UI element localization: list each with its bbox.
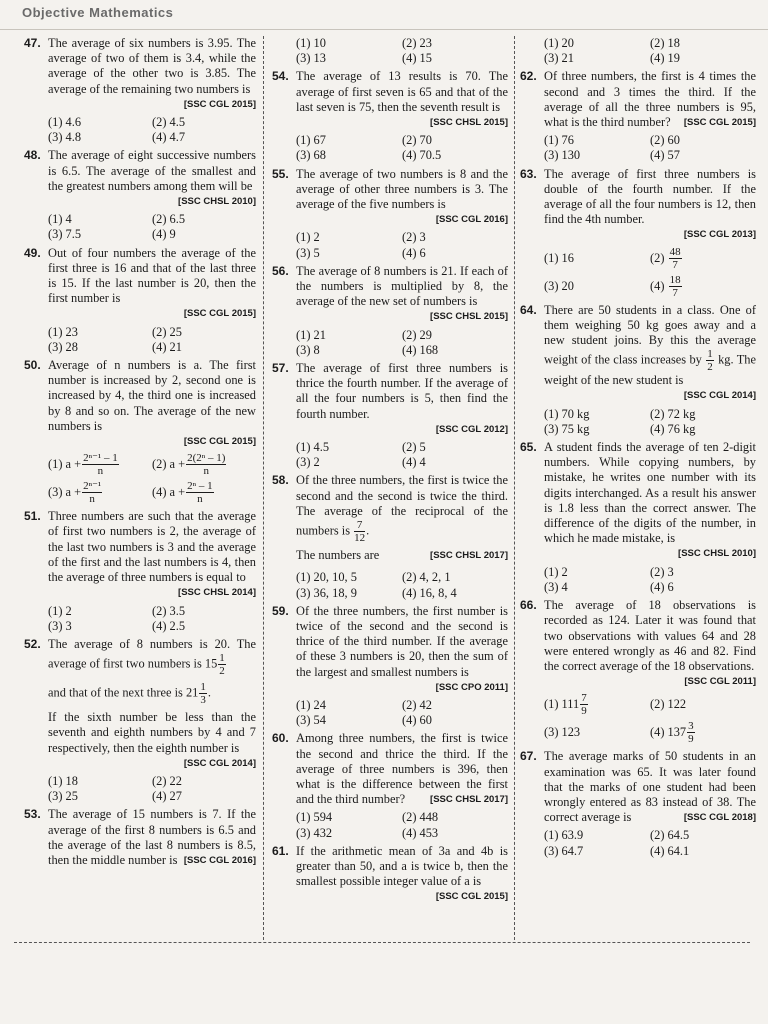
question-55: 55. The average of two numbers is 8 and the average of other three numbers is 3. The average of the five numbers is [SSC CGL 2016] <box>272 166 508 226</box>
question-62: 62. Of three numbers, the first is 4 times the second and 3 times the third. If the average of all the three numbers is 95, what is the third number? [SSC CGL 2015] <box>520 69 756 130</box>
options: (1) 63.9 (2) 64.5 (3) 64.7 (4) 64.1 <box>544 828 690 858</box>
options: (1) 70 kg (2) 72 kg (3) 75 kg (4) 76 kg <box>544 406 696 436</box>
options: (1) 10 (2) 23 (3) 13 (4) 15 <box>296 36 432 66</box>
question-49: 49. Out of four numbers the average of the first three is 16 and that of the last three is 15. If the last number is 20, then the first number is [SSC CGL 2015] <box>24 245 256 320</box>
options: (1) 2 (2) 3 (3) 5 (4) 6 <box>296 230 426 260</box>
question-53: 53. The average of 15 numbers is 7. If the average of the first 8 numbers is 6.5 and the average of the last 8 numbers is 8.5, then the middle number is [SSC CGL 2016] <box>24 807 256 867</box>
question-59: 59. Of the three numbers, the first number is twice of the second and the second is thrice of the third number. If the average of these 3 numbers is 20, then the sum of the largest and smallest numbers is [SSC CPO 2011] <box>272 603 508 693</box>
column-1 <box>24 36 256 871</box>
options: (1) 111 7 9 (2) 122 (3) 123 (4) 137 3 9 <box>544 692 694 746</box>
question-54: 54. The average of 13 results is 70. The average of first seven is 65 and that of the last seven is 75, then the seventh result is [SSC CHSL 2015] <box>272 69 508 129</box>
page-bottom-rule <box>14 942 750 943</box>
question-56: 56. The average of 8 numbers is 21. If each of the numbers is multiplied by 8, the average of the new set of numbers is [SSC CHSL 2015] <box>272 263 508 323</box>
options: (1) 4.5 (2) 5 (3) 2 (4) 4 <box>296 440 426 470</box>
question-57: 57. The average of first three numbers is thrice the fourth number. If the average of all the four numbers is 5, then find the fourth number. [SSC CGL 2012] <box>272 361 508 435</box>
options: (1) 20 (2) 18 (3) 21 (4) 19 <box>544 36 680 66</box>
options: (1) 24 (2) 42 (3) 54 (4) 60 <box>296 697 432 728</box>
page-header: Objective Mathematics <box>0 0 768 30</box>
question-65: 65. A student finds the average of ten 2-digit numbers. While copying numbers, by mistake, he writes one number with its digits interchanged. As a result his answer is 1.8 less than the correct answer. The difference of the digits of the number, in which he made mistake, is [SSC CHSL 2010] <box>520 440 756 560</box>
options: (1) 16 (2) 48 7 (3) 20 (4) 18 7 <box>544 245 681 299</box>
options: (1) 21 (2) 29 (3) 8 (4) 168 <box>296 327 439 357</box>
question-64: 64. There are 50 students in a class. One of them weighing 50 kg goes away and a new student joins. By this the average weight of the class increases by $\frac{1}{2}$ kg. The weight of the new student is [SSC CGL 2014] <box>520 302 756 402</box>
question-60: 60. Among three numbers, the first is twice the second and thrice the third. If the average of three numbers is 396, then what is the difference between the first and the third number? [SSC CHSL 2017] <box>272 731 508 807</box>
options: (1) 23 (2) 25 (3) 28 (4) 21 <box>48 324 182 354</box>
question-66: 66. The average of 18 observations is recorded as 124. Later it was found that two observations with values 64 and 28 were entered wrongly as 46 and 82. Find the correct average of the 18 observations. [SSC CGL 2011] <box>520 598 756 688</box>
options: (1) 2 (2) 3 (3) 4 (4) 6 <box>544 564 674 594</box>
options: (1) 4 (2) 6.5 (3) 7.5 (4) 9 <box>48 212 186 242</box>
column-2 <box>272 36 508 908</box>
options: (1) 76 (2) 60 (3) 130 (4) 57 <box>544 133 680 163</box>
options: (1) 2 (2) 3.5 (3) 3 (4) 2.5 <box>48 603 186 633</box>
options: (1) 20, 10, 5 (2) 4, 2, 1 (3) 36, 18, 9 (4) 16, 8, 4 <box>296 570 457 600</box>
options: (1) 18 (2) 22 (3) 25 (4) 27 <box>48 773 182 804</box>
options: (1) a + $\frac{\text{2ⁿ⁻¹ – 1}}{n}$ (2) a + $\frac{\text{2(2ⁿ – 1)}}{n}$ (3) a + $\frac{\text{2ⁿ⁻¹}}{n}$ (4) a + $\frac{\text{2ⁿ – 1}}{n}$ <box>48 452 226 506</box>
options: (1) 4.6 (2) 4.5 (3) 4.8 (4) 4.7 <box>48 115 186 145</box>
question-52: 52. The average of 8 numbers is 20. The average of first two numbers is 15 $\frac{1}{2}$ and that of the next three is 21 $\frac{1}{3}$ . If the sixth number be less than the seventh and eighth numbers by 4 and 7 respectively, then the eighth number is [SSC CGL 2014] <box>24 636 256 769</box>
question-48: 48. The average of eight successive numbers is 6.5. The average of the smallest and the greatest numbers among them will be [SSC CHSL 2010] <box>24 148 256 208</box>
column-3 <box>520 36 756 862</box>
question-58: 58. Of the three numbers, the first is twice the second and the second is twice the third. The average of the reciprocal of the numbers is $\frac{7}{12}$ . The numbers are [SSC CHSL 2017] <box>272 473 508 563</box>
question-67: 67. The average marks of 50 students in an examination was 65. It was later found that the marks of one student had been wrongly entered as 83 instead of 38. The correct average is [SSC CGL 2018] <box>520 749 756 825</box>
options: (1) 67 (2) 70 (3) 68 (4) 70.5 <box>296 133 442 163</box>
column-divider <box>263 36 264 940</box>
question-61: 61. If the arithmetic mean of 3a and 4b is greater than 50, and a is twice b, then the smallest possible integer value of a is [SSC CGL 2015] <box>272 843 508 903</box>
question-63: 63. The average of first three numbers is double of the fourth number. If the average of all the four numbers is 12, then find the 4th number. [SSC CGL 2013] <box>520 166 756 241</box>
question-47: 47. The average of six numbers is 3.95. The average of two of them is 3.4, while the average of the other two is 3.85. The average of the remaining two numbers is [SSC CGL 2015] <box>24 36 256 110</box>
question-50: 50. Average of n numbers is a. The first number is increased by 2, second one is increased by 4, the third one is increased by 8 and so on. The average of the new numbers is [SSC CGL 2015] <box>24 358 256 448</box>
column-divider <box>514 36 515 940</box>
options: (1) 594 (2) 448 (3) 432 (4) 453 <box>296 810 439 840</box>
question-51: 51. Three numbers are such that the average of first two numbers is 2, the average of the last two numbers is 3 and the average of the first and the last numbers is 4, then the average of three numbers is equal to [SSC CHSL 2014] <box>24 509 256 599</box>
